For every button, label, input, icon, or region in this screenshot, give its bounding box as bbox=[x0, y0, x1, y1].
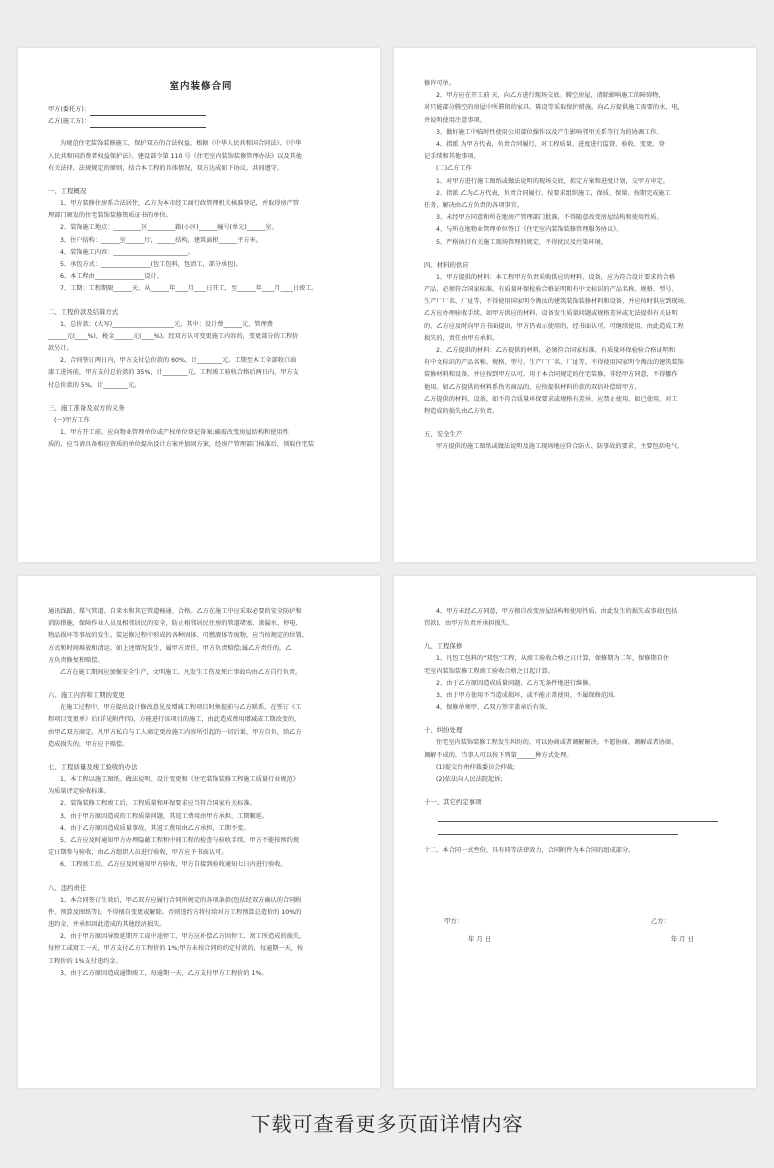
document-page-4: 4、甲方未经乙方同意，甲方擅自改变房屋结构和使用性质，由此发生的损失或事故(包括 罚款)，由甲方负责并承担损失。 九、工程保修 1、凡包工包料的“双包”工程，从竣工验收合格之日计算，保修期为二年，保修期自住 宅室内装饰装修工程竣工验收合格之日起计算。 2、由于乙方原因造成质量问题，乙方无条件地进行维修。 3、由于甲方使用不当造成损坏，或不能正常使用，不属保修范围。 4、保修单须甲、乙双方签字盖章后有效。 十、纠纷处理 住宅室内装饰装修工程发生纠纷的，可以协商或者调解解决。不愿协商、调解或者协商、 调解不成的，当事人可以按下列第______种方式处理。 (1)提交台州仲裁委员会仲裁; (2)依法向人民法院起诉; 十一、其它约定事项 十二、本合同一式叁份，具有同等法律效力，合同附件为本合同的组成部分。 甲方： 乙方： 年 月 日 年 月 日 bbox=[394, 576, 756, 1088]
section-heading: 二、工程价款及结算方式 bbox=[48, 307, 119, 316]
document-page-1: 室内装修合同 甲方(委托方)： 乙方(施工方)： 为规范住宅装饰装修施工，保护双方的合法权益，根据《中华人民共和国合同法》、《中华 人民共和国消费者权益保护法》、建设部令第 110 号《住宅室内装饰装修管理办法》以及其他 有关法律、法规规定的原则，结合本工程的具体情况，双方达成如下协议，共同遵守。 一、工程概况 1、甲方装修住房系合法居住，乙方为本市经工商行政管理机关核准登记，并取得房产管 理部门颁发的住宅装饰装修资质证书的单位。 2、装饰施工地点：_________区_________路(小区)______幢号(单元)______室。 3、住户结构：______室______厅，______结构，建筑面积______平方米。 4、装饰施工内容：________________________。 5、承包方式：________________(包工包料，包清工，部分承包)。 6、本工程由________________设计。 7、工期：工程期限______天，从______年____月____日开工，至______年____月____日竣工。 二、工程价款及结算方式 1、总价款：(大写)____________________元，其中：设计费______元，管理费 ______元(____%)，税金______元(____%)。经双方认可变更施工内容的，变更部分的工程价 款另计。 2、合同签订两日内，甲方支付总价款的 60%，计________元。工期至木工全部收口油 漆工进场前，甲方支付总价款的 35%，计________元。工程竣工验收合格后两日内，甲方支 付总价款的 5%，计________元。 三、施工准备及双方的义务 (一)甲方工作 1、甲方开工前，应向物业管理单位或产权单位登记备案;确需改变房屋结构和使用性 质的，应当请具备相应资质的单位提出设计方案并加固方案，经房产管理部门核准后，领取住宅装 bbox=[18, 48, 380, 562]
document-page-3: 通讯线路、煤气管道、自来水和其它管道畅通、合格。乙方在施工中应采取必要的安全防护和 消防措施，保障作业人员及相邻居民的安全，防止相邻居民住房的管道堵塞、渗漏水、停电、 物品损坏等事故的发生。装运修过程中形成的各种固体、可燃液体等废物，应当按规定的位置、 方式和时间堆放和清运。如上述情况发生，属甲方责任，甲方负责赔偿;属乙方责任的，乙 方负责修复和赔偿。 乙方在施工期间应加强安全生产，文明施工。凡发生工伤及死亡事故均由乙方自行负责。 六、施工内容和工期的变更 在施工过程中，甲方提出设计修改意见及增减工程项目时须提前与乙方联系，在签订《工 程项目变更单》后(详见附件四)，方能进行该项目的施工，由此造成费用增减或工期改变的， 由甲乙双方商定。凡甲方私自与工人商定更改施工内容所引起的一切后果，甲方自负，给乙方 造成损失的，甲方应予赔偿。 七、工程质量及竣工验收的办法 1、本工程以施工图纸、做法说明、设计变更和《住宅装饰装修工程施工质量行业规范》 为质量评定验收标准。 2、装饰装修工程竣工后，工程质量和环保要求应当符合国家有关标准。 3、由于甲方原因造成的工程质量问题，其返工费用由甲方承担，工期顺延。 4、由于乙方原因造成质量事故，其返工费用由乙方承担，工期不变。 5、乙方应及时通知甲方办理隐蔽工程和中间工程的检查与验收手续。甲方不能按预约规 定日期参与验收，由乙方组织人员进行验收，甲方应予书面认可。 6、工程竣工后，乙方应及时通知甲方验收，甲方自接到验收通知七日内进行验收。 八、违约责任 1、本合同签订生效后，甲乙双方应履行合同所规定的各项条款(包括经双方确认的合同附 件、预算及图纸等)，不得擅自变更或解除。否则违约方将付给对方工程预算总造价的 10%的 违约金，并承担因此造成的其他经济损失。 2、由于甲方原因导致延期开工或中途停工，甲方应补偿乙方因停工、窝工所造成的损失， 每停工或窝工一天，甲方支付乙方工程价的 1%;甲方未按合同的约定付款的，每逾期一天，按 工程价的 1%支付违约金。 3、由于乙方原因造成逾期竣工，每逾期一天，乙方支付甲方工程价的 1%。 bbox=[18, 576, 380, 1088]
sign-party-a: 甲方： bbox=[444, 917, 464, 926]
section-heading: 八、违约责任 bbox=[48, 883, 87, 892]
party-b-line: 乙方(施工方)： bbox=[48, 116, 354, 128]
section-heading: 七、工程质量及竣工验收的办法 bbox=[48, 763, 138, 772]
sign-party-b: 乙方： bbox=[650, 917, 670, 926]
section-heading: 三、施工准备及双方的义务 bbox=[48, 403, 125, 412]
date-party-b: 年 月 日 bbox=[670, 935, 694, 944]
section-heading: 十、纠纷处理 bbox=[424, 726, 463, 735]
section-heading: 十一、其它约定事项 bbox=[424, 798, 482, 807]
blank-line bbox=[438, 822, 678, 835]
preamble: 为规范住宅装饰装修施工，保护双方的合法权益，根据《中华人民共和国合同法》、《中华 人民共和国消费者权益保护法》、建设部令第 110 号《住宅室内装饰装修管理办法》以及其他 有关法律、法规规定的原则，结合本工程的具体情况，双方达成如下协议，共同遵守。 bbox=[48, 140, 302, 172]
section-heading: 五、安全生产 bbox=[424, 430, 463, 439]
section-heading: 四、材料的供应 bbox=[424, 260, 469, 269]
section-heading: 一、工程概况 bbox=[48, 187, 87, 196]
date-party-a: 年 月 日 bbox=[468, 935, 492, 944]
signature-row bbox=[424, 915, 730, 927]
contract-title: 室内装修合同 bbox=[169, 81, 233, 92]
clause-12: 十二、本合同一式叁份，具有同等法律效力，合同附件为本合同的组成部分。 bbox=[424, 847, 635, 855]
subsection-heading: (二)乙方工作 bbox=[436, 165, 472, 173]
date-row bbox=[424, 933, 730, 945]
subsection-heading: (一)甲方工作 bbox=[54, 416, 90, 424]
document-page-2: 修许可单。 2、甲方应在开工前 天，向乙方进行现场交底。腾空房屋，清除影响施工的障碍物， 对只能部分腾空的房屋中所滞留的家具、陈设等采取保护措施。向乙方提供施工需要的水、电， 并说明使用注意事项。 3、做好施工中临时性使用公用部位操作以及产生影响邻里关系等行为的协调工作。 4、指派 为甲方代表，负责合同履行，对工程质量、进度进行监督、验收、变更、登 记手续和其他事项。 (二)乙方工作 1、对甲方进行施工图纸或做法说明的现场交底，拟定方案和进度计划，交甲方审定。 2、指派 乙为乙方代表，负责合同履行。按要求组织施工，保质、保量、按期完成施工 任务，解决由乙方负责的各项事宜。 3、未经甲方同意和所在地房产管理部门批准，不得随意改变房屋结构和使用性质。 4、与所在地物业管理单位签订《住宅室内装饰装修管理服务协议》。 5、严格执行有关施工现场管理的规定，不得扰民及污染环境。 四、材料的供应 1、甲方提供的材料：本工程甲方负责采购供应的材料、设备，应为符合设计要求的合格 产品，必须符合国家标准，有质量环保检验合格证明和有中文标识的产品名称、规格、型号、 生产厂厂名、厂址等，不得使用国家明令淘汰的建筑装饰装修材料和设备，并应按时供应到现场， 乙方应办理验收手续。如甲方供应的材料、设备发生质量问题或规格差异或无法提供有关证明 的，乙方应及时向甲方书面提出，甲方仍表示使用的，经书面认可，可继续使用，由此造成工程 损失的，责任由甲方承担。 2、乙方提供的材料：乙方提供的材料，必须符合国家标准，有质量环保检验合格证明和 有中文标识的产品名称、规格、型号、生产厂厂名、厂址等，不得使用国家明令淘汰的建筑装饰 装修材料和设备，并应按到甲方认可，用于本合同规定的住宅装修，非经甲方同意，不得挪作 他用。如乙方提供的材料系伪劣商品的，应按提供材料价款的双倍补偿给甲方。 乙方提供的材料、设备，如不符合质量环保要求或规格有差异，应禁止使用，如已使用，对工 程造成的损失由乙方负责。 五、安全生产 甲方提供的施工图纸或做法说明及施工现场地应符合防火、防事故的要求，主要包括电气、 bbox=[394, 48, 756, 562]
blank-line bbox=[438, 809, 718, 822]
section-heading: 九、工程保修 bbox=[424, 642, 463, 651]
section-heading: 六、施工内容和工期的变更 bbox=[48, 691, 125, 700]
download-caption: 下载可查看更多页面详情内容 bbox=[250, 1112, 524, 1136]
party-a-line: 甲方(委托方)： bbox=[48, 104, 354, 116]
